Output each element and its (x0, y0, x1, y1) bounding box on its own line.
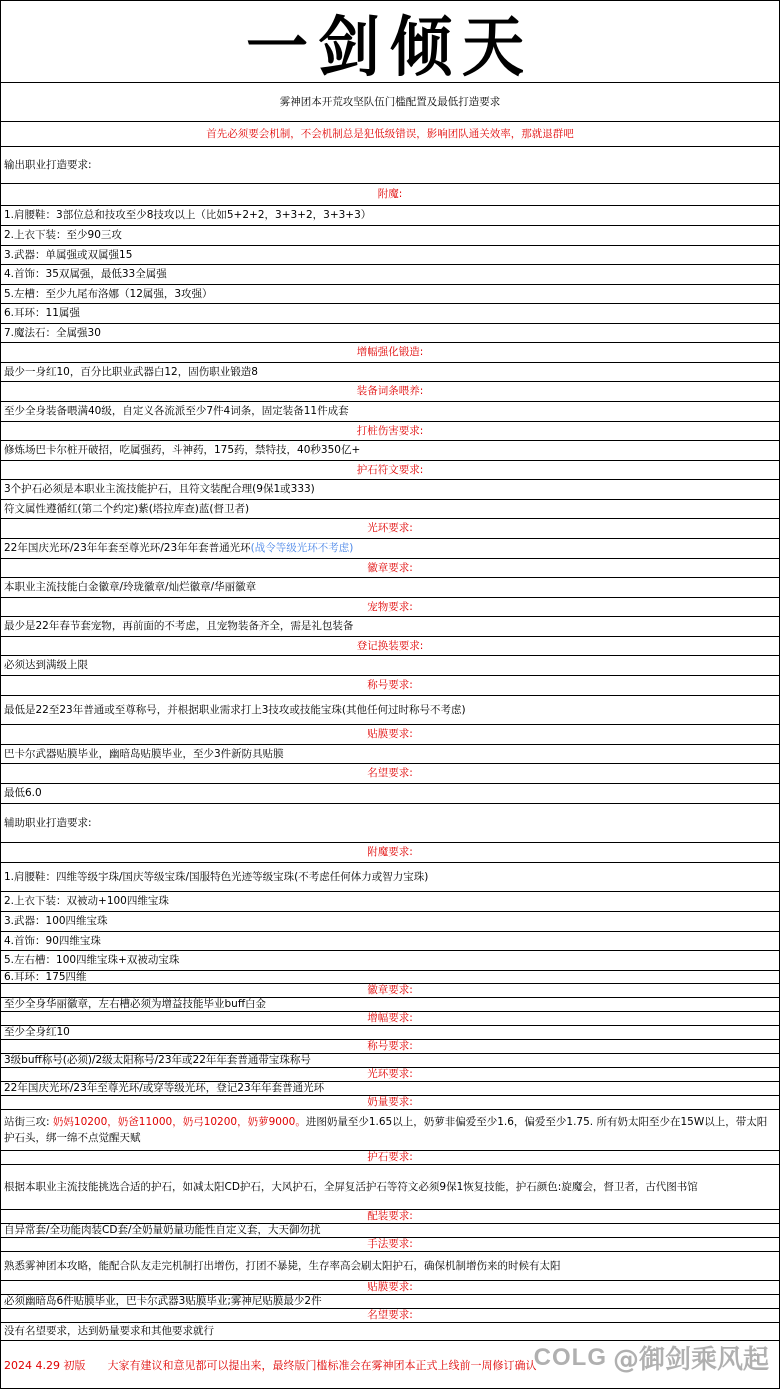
dps-emblem-text: 本职业主流技能白金徽章/玲珑徽章/灿烂徽章/华丽徽章 (1, 578, 779, 598)
support-aura-title: 光环要求: (1, 1068, 779, 1082)
page-title (1, 1, 779, 86)
dps-dummy-title: 打桩伤害要求: (1, 422, 779, 441)
support-name-title: 称号要求: (1, 1040, 779, 1054)
dps-enchant-item: 4.首饰：35双属强，最低33全属强 (1, 265, 779, 285)
dps-mark-title: 登记换装要求: (1, 637, 779, 656)
dps-stone-title: 护石符文要求: (1, 461, 779, 480)
dps-feed-title: 装备词条喂养: (1, 382, 779, 402)
dps-amplify-title: 增幅强化锻造: (1, 343, 779, 363)
support-enchant-item: 6.耳环：175四维 (1, 971, 779, 984)
dps-amplify-text: 最少一身红10，百分比职业武器白12，固伤职业锻造8 (1, 363, 779, 382)
support-aura-text: 22年国庆光环/23年至尊光环/或穿等级光环，登记23年年套普通光环 (1, 1082, 779, 1096)
dps-enchant-item: 2.上衣下装：至少90三攻 (1, 226, 779, 246)
support-enchant-title: 附魔要求: (1, 843, 779, 863)
support-name-text: 3级buff称号(必须)/2级太阳称号/23年或22年年套普通带宝珠称号 (1, 1054, 779, 1068)
support-enchant-item: 2.上衣下装：双被动+100四维宝珠 (1, 892, 779, 912)
dps-aura-note: (战令等级光环不考虑) (250, 542, 354, 554)
support-enchant-item: 3.武器：100四维宝珠 (1, 912, 779, 932)
dps-pet-text: 最少是22年春节套宠物，再前面的不考虑，且宠物装备齐全，需是礼包装备 (1, 617, 779, 637)
support-stone-title: 护石要求: (1, 1151, 779, 1165)
support-milk-title: 奶量要求: (1, 1096, 779, 1110)
support-emblem-title: 徽章要求: (1, 984, 779, 998)
support-fame-text: 没有名望要求，达到奶量要求和其他要求就行 (1, 1323, 779, 1341)
footer-text: 大家有建议和意见都可以提出来，最终版门槛标准会在雾神团本正式上线前一周修订确认 (107, 1358, 537, 1372)
dps-dummy-text: 修炼场巴卡尔桩开破招，吃属强药，斗神药，175药，禁特技，40秒350亿+ (1, 441, 779, 461)
support-amp-text: 至少全身红10 (1, 1026, 779, 1040)
support-enchant-item: 1.肩腰鞋：四维等级宇珠/国庆等级宝珠/国服特色光迹等级宝珠(不考虑任何体力或智力宝珠) (1, 863, 779, 892)
support-stone-text: 根据本职业主流技能挑选合适的护石，如减太阳CD护石，大风护石，全屏复活护石等符文必须9保1恢复技能，护石颜色:旋魔会，督卫者，古代图书馆 (1, 1165, 779, 1210)
dps-enchant-item: 3.武器：单属强或双属强15 (1, 246, 779, 265)
support-gear-title: 配装要求: (1, 1210, 779, 1224)
dps-stone-text: 3个护石必须是本职业主流技能护石，且符文装配合理(9保1或333) (1, 480, 779, 500)
dps-aura-row (1, 539, 779, 559)
dps-film-text: 巴卡尔武器贴膜毕业，幽暗岛贴膜毕业，至少3件新防具贴膜 (1, 745, 779, 764)
dps-fame-title: 名望要求: (1, 764, 779, 784)
support-milk-prefix: 站街三攻: (4, 1116, 50, 1128)
notice: 首先必须要会机制，不会机制总是犯低级错误，影响团队通关效率，那就退群吧 (1, 122, 779, 147)
support-enchant-item: 5.左右槽：100四维宝珠+双被动宝珠 (1, 951, 779, 971)
dps-aura-title: 光环要求: (1, 519, 779, 539)
colg-logo-icon: COLG (533, 1343, 607, 1371)
dps-enchant-item: 6.耳环：11属强 (1, 304, 779, 324)
support-emblem-text: 至少全身华丽徽章，左右槽必须为增益技能毕业buff白金 (1, 998, 779, 1012)
dps-enchant-item: 7.魔法石：全属强30 (1, 324, 779, 343)
dps-section-heading: 输出职业打造要求: (1, 147, 779, 184)
watermark (534, 1339, 769, 1376)
support-film-title: 贴膜要求: (1, 1281, 779, 1295)
support-tech-title: 手法要求: (1, 1238, 779, 1252)
dps-pet-title: 宠物要求: (1, 598, 779, 617)
watermark-text: @御剑乘风起 (612, 1345, 769, 1375)
dps-name-title: 称号要求: (1, 676, 779, 696)
support-section-heading: 辅助职业打造要求: (1, 804, 779, 843)
dps-mark-text: 必须达到满级上限 (1, 656, 779, 676)
support-milk-rest: 进图奶量至少1.65以上，奶萝非偏爱至少1.6，偏爱至少1.75. 所有奶太阳至少在15W以上，带太阳护石头，绑一绵不点觉醒天赋 (4, 1116, 768, 1144)
support-amp-title: 增幅要求: (1, 1012, 779, 1026)
dps-enchant-item: 5.左槽：至少九尾布洛娜（12属强，3攻强） (1, 285, 779, 304)
dps-enchant-item: 1.肩腰鞋：3部位总和技攻至少8技攻以上（比如5+2+2，3+3+2，3+3+3） (1, 206, 779, 226)
support-fame-title: 名望要求: (1, 1309, 779, 1323)
support-tech-text: 熟悉雾神团本攻略，能配合队友走完机制打出增伤，打团不暴毙，生存率高会刷太阳护石，确保机制增伤来的时候有太阳 (1, 1252, 779, 1281)
support-film-text: 必须幽暗岛6件贴膜毕业，巴卡尔武器3贴膜毕业;雾神尼贴膜最少2件 (1, 1295, 779, 1309)
dps-feed-text: 至少全身装备喂满40级，自定义各流派至少7件4词条，固定装备11件成套 (1, 402, 779, 422)
dps-film-title: 贴膜要求: (1, 725, 779, 745)
dps-emblem-title: 徽章要求: (1, 559, 779, 578)
dps-stone-text: 符文属性遵循红(第二个约定)紫(塔拉库查)蓝(督卫者) (1, 500, 779, 519)
support-milk-paragraph (4, 1114, 775, 1146)
dps-name-text: 最低是22至23年普通或至尊称号，并根据职业需求打上3技攻或技能宝珠(其他任何过时称号不考虑) (1, 696, 779, 725)
dps-fame-text: 最低6.0 (1, 784, 779, 804)
support-milk-values: 奶妈10200，奶爸11000，奶弓10200，奶萝9000。 (52, 1116, 306, 1128)
subtitle: 雾神团本开荒攻坚队伍门槛配置及最低打造要求 (1, 83, 779, 122)
dps-enchant-title: 附魔: (1, 184, 779, 206)
dps-aura-text: 22年国庆光环/23年年套至尊光环/23年年套普通光环 (4, 542, 251, 554)
page-title-text: 一剑倾天 (245, 8, 534, 86)
footer-version: 2024 4.29 初版 (4, 1358, 86, 1372)
support-gear-text: 自异常套/全功能肉装CD套/全奶量奶量功能性自定义套，大天御勿扰 (1, 1224, 779, 1238)
support-enchant-item: 4.首饰：90四维宝珠 (1, 932, 779, 951)
support-milk-text (1, 1110, 779, 1151)
